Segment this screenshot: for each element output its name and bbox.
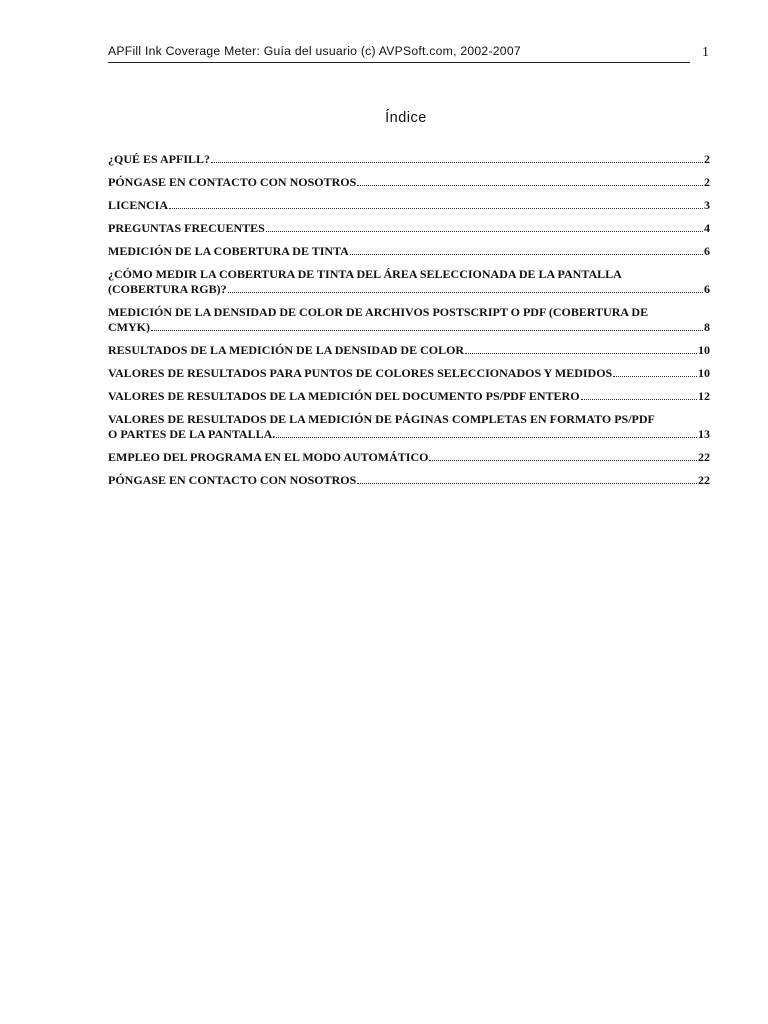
dot-leader (151, 329, 703, 331)
toc-entry-page: 3 (704, 198, 710, 212)
toc-entry-title: ¿QUÉ ES APFILL? (108, 152, 211, 166)
toc-entry-page: 22 (698, 450, 710, 464)
toc-entry[interactable] (108, 267, 710, 297)
toc-entry-title: LICENCIA (108, 198, 169, 212)
toc-entry-page: 12 (698, 389, 710, 403)
toc-entry-title: O PARTES DE LA PANTALLA. (108, 427, 276, 441)
toc-entry[interactable] (108, 389, 710, 404)
toc-entry-title-line1: VALORES DE RESULTADOS DE LA MEDICIÓN DE PÁGINAS COMPLETAS EN FORMATO PS/PDF (108, 412, 655, 426)
dot-leader (211, 161, 703, 163)
toc-entry-page: 13 (698, 427, 710, 441)
dot-leader (228, 291, 703, 293)
toc-entry[interactable] (108, 244, 710, 259)
toc-entry[interactable] (108, 343, 710, 358)
toc-entry-title-line1: ¿CÓMO MEDIR LA COBERTURA DE TINTA DEL ÁREA SELECCIONADA DE LA PANTALLA (108, 267, 622, 281)
toc-entry[interactable] (108, 450, 710, 465)
toc-entry[interactable] (108, 198, 710, 213)
toc-entry-page: 10 (698, 343, 710, 357)
toc-entry[interactable] (108, 175, 710, 190)
toc-entry-title: EMPLEO DEL PROGRAMA EN EL MODO AUTOMÁTICO (108, 450, 429, 464)
toc-entry-title: PÓNGASE EN CONTACTO CON NOSOTROS (108, 473, 357, 487)
toc-entry-title: RESULTADOS DE LA MEDICIÓN DE LA DENSIDAD DE COLOR (108, 343, 465, 357)
dot-leader (276, 436, 697, 438)
dot-leader (357, 482, 697, 484)
toc-entry-title: CMYK) (108, 320, 150, 334)
toc-entry-page: 6 (704, 244, 710, 258)
toc-entry-title: VALORES DE RESULTADOS DE LA MEDICIÓN DEL DOCUMENTO PS/PDF ENTERO (108, 389, 580, 403)
toc-entry-page: 22 (698, 473, 710, 487)
running-header (108, 44, 690, 63)
toc-entry[interactable] (108, 412, 710, 442)
dot-leader (357, 184, 703, 186)
toc-entry-page: 2 (704, 175, 710, 189)
table-of-contents (108, 152, 710, 496)
toc-entry-page: 10 (698, 366, 710, 380)
toc-entry-page: 4 (704, 221, 710, 235)
toc-entry[interactable] (108, 152, 710, 167)
toc-entry-title: (COBERTURA RGB)? (108, 282, 227, 296)
toc-entry[interactable] (108, 305, 710, 335)
toc-entry-title: PREGUNTAS FRECUENTES (108, 221, 265, 235)
toc-entry[interactable] (108, 221, 710, 236)
toc-entry[interactable] (108, 473, 710, 488)
toc-entry-title: MEDICIÓN DE LA COBERTURA DE TINTA (108, 244, 349, 258)
toc-entry[interactable] (108, 366, 710, 381)
page-number: 1 (702, 45, 709, 60)
toc-entry-page: 6 (704, 282, 710, 296)
dot-leader (581, 398, 697, 400)
dot-leader (169, 207, 703, 209)
dot-leader (266, 230, 703, 232)
dot-leader (613, 375, 697, 377)
dot-leader (465, 352, 697, 354)
dot-leader (350, 253, 703, 255)
toc-entry-page: 2 (704, 152, 710, 166)
toc-entry-title: PÓNGASE EN CONTACTO CON NOSOTROS (108, 175, 357, 189)
toc-title: Índice (385, 110, 427, 126)
running-title: APFill Ink Coverage Meter: Guía del usuario (c) AVPSoft.com, 2002-2007 (108, 44, 521, 58)
toc-entry-page: 8 (704, 320, 710, 334)
toc-entry-title-line1: MEDICIÓN DE LA DENSIDAD DE COLOR DE ARCHIVOS POSTSCRIPT O PDF (COBERTURA DE (108, 305, 649, 319)
dot-leader (429, 459, 697, 461)
toc-entry-title: VALORES DE RESULTADOS PARA PUNTOS DE COLORES SELECCIONADOS Y MEDIDOS (108, 366, 613, 380)
